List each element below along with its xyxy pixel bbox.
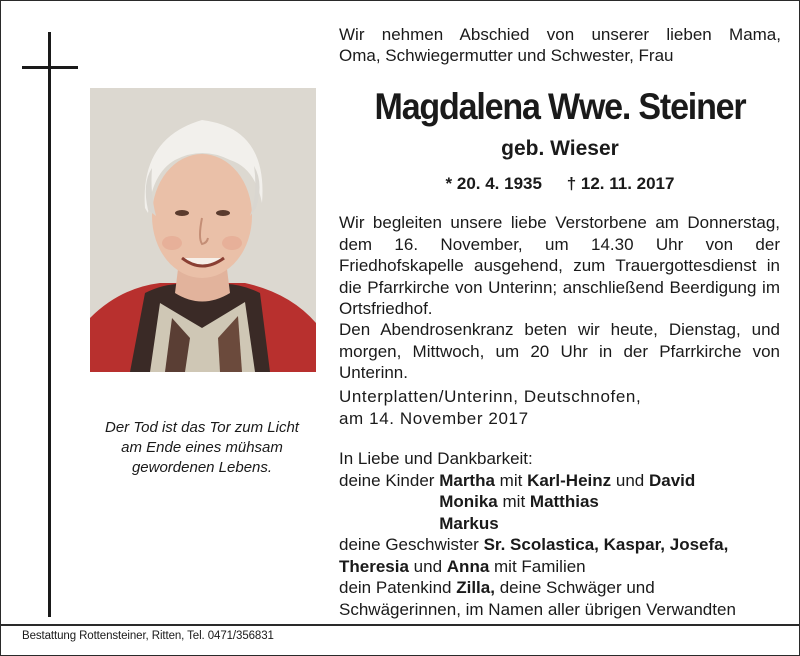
cross-icon-bar — [22, 66, 78, 69]
siblings-row: deine Geschwister Sr. Scolastica, Kaspar, Josefa, — [339, 535, 729, 554]
closing-line: Schwägerinnen, im Namen aller übrigen Verwandten — [339, 599, 736, 619]
memorial-quote — [86, 418, 318, 478]
sibling-name: Anna — [446, 556, 490, 576]
death-date: † 12. 11. 2017 — [566, 174, 675, 193]
mourners-list — [339, 448, 784, 620]
maiden-name: geb. Wieser — [501, 137, 619, 160]
grandchild-name: David — [649, 470, 696, 490]
quote-line: Der Tod ist das Tor zum Licht — [105, 419, 299, 436]
child-name: Monika — [439, 492, 498, 511]
quote-line: am Ende eines mühsam — [121, 439, 283, 456]
children-prefix: deine Kinder — [339, 470, 435, 490]
footer-divider — [0, 624, 800, 626]
children-names: Martha mit Karl-Heinz und David Monika mit Matthias Markus — [439, 470, 696, 533]
sibling-name: Theresia — [339, 556, 409, 576]
spouse-name: Matthias — [529, 492, 599, 511]
quote-line: gewordenen Lebens. — [131, 459, 273, 476]
intro-text — [339, 24, 781, 66]
place-line: Unterplatten/Unterinn, Deutschnofen, — [339, 387, 642, 406]
mourners-heading: In Liebe und Dankbarkeit: — [339, 449, 533, 468]
child-name: Martha — [439, 470, 495, 490]
birth-date: * 20. 4. 1935 — [445, 174, 542, 193]
rosary-announcement: Den Abendrosenkranz beten wir heute, Dienstag, und morgen, Mittwoch, um 20 Uhr in der Pfarrkirche von Unterinn. — [339, 320, 780, 382]
funeral-announcement: Wir begleiten unsere liebe Verstorbene am Donnerstag, dem 16. November, um 14.30 Uhr von der Friedhofskapelle ausgehend, zum Trauergottesdienst in die Pfarrkirche von Unterinn; anschließend Beerdigung im Ortsfriedhof. — [339, 213, 780, 318]
child-name: Markus — [439, 513, 499, 533]
intro-line: Oma, Schwiegermutter und Schwester, Frau — [339, 46, 674, 65]
spouse-name: Karl-Heinz — [527, 470, 612, 490]
children-row — [339, 470, 784, 535]
sibling-names: Sr. Scolastica, Kaspar, Josefa, — [483, 535, 729, 554]
deceased-name: Magdalena Wwe. Steiner — [374, 86, 746, 127]
portrait-photo — [90, 88, 316, 372]
date-line: am 14. November 2017 — [339, 408, 529, 428]
place-and-date — [339, 386, 780, 429]
siblings-row-2: Theresia und Anna mit Familien — [339, 556, 586, 576]
godchild-name: Zilla, — [456, 578, 495, 597]
life-dates — [339, 174, 781, 194]
intro-line: Wir nehmen Abschied von unserer lieben Mama, — [339, 25, 781, 44]
cross-icon — [48, 32, 51, 617]
funeral-home-footer: Bestattung Rottensteiner, Ritten, Tel. 0471/356831 — [22, 630, 274, 642]
godchild-row: dein Patenkind Zilla, deine Schwäger und — [339, 578, 655, 597]
